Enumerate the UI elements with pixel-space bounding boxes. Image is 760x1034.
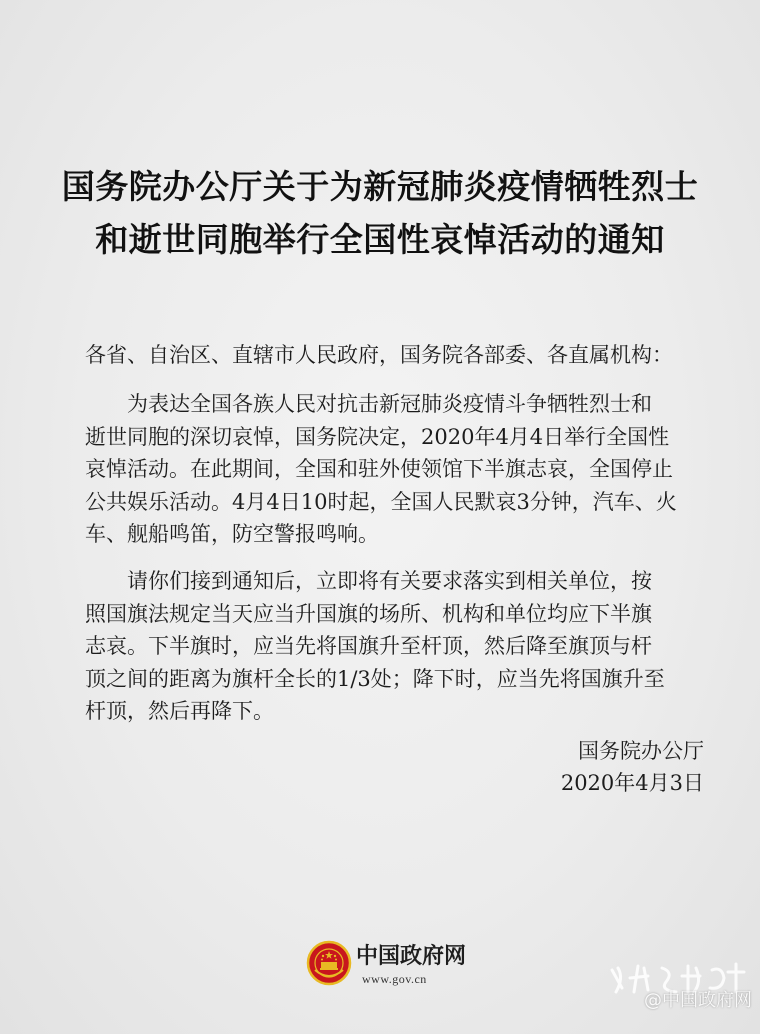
paragraph-line: 照国旗法规定当天应当升国旗的场所、机构和单位均应下半旗: [85, 601, 652, 626]
paragraph-line: 杆顶，然后再降下。: [85, 699, 274, 723]
paragraph-1: [85, 388, 715, 551]
national-emblem-icon: [306, 940, 352, 986]
paragraph-line: 逝世同胞的深切哀悼，国务院决定，2020年4月4日举行全国性: [85, 424, 670, 449]
paragraph-line: 公共娱乐活动。4月4日10时起，全国人民默哀3分钟，汽车、火: [85, 489, 677, 514]
notice-title: [0, 160, 760, 266]
paragraph-line: 车、舰船鸣笛，防空警报鸣响。: [85, 522, 379, 546]
paragraph-line: 哀悼活动。在此期间，全国和驻外使领馆下半旗志哀，全国停止: [85, 457, 673, 481]
paragraph-line: 请你们接到通知后，立即将有关要求落实到相关单位，按: [127, 569, 652, 593]
addressee-line: 各省、自治区、直辖市人民政府，国务院各部委、各直属机构：: [85, 343, 673, 367]
watermark-text: @中国政府网: [644, 990, 752, 1011]
site-url: www.gov.cn: [362, 972, 427, 986]
issuer-name: 国务院办公厅: [578, 739, 704, 763]
paragraph-line: 志哀。下半旗时，应当先将国旗升至杆顶，然后降至旗顶与杆: [85, 634, 652, 658]
paragraph-2: [85, 565, 715, 728]
paragraph-line: 为表达全国各族人民对抗击新冠肺炎疫情斗争牺牲烈士和: [127, 392, 652, 416]
title-line-1: 国务院办公厅关于为新冠肺炎疫情牺牲烈士: [61, 167, 699, 206]
title-line-2: 和逝世同胞举行全国性哀悼活动的通知: [95, 220, 665, 259]
issue-date: 2020年4月3日: [560, 771, 704, 795]
signature-block: [561, 735, 704, 799]
weibo-watermark: [644, 990, 752, 1012]
paragraph-line: 顶之间的距离为旗杆全长的1/3处；降下时，应当先将国旗升至: [85, 666, 665, 691]
site-name: 中国政府网: [356, 944, 467, 969]
